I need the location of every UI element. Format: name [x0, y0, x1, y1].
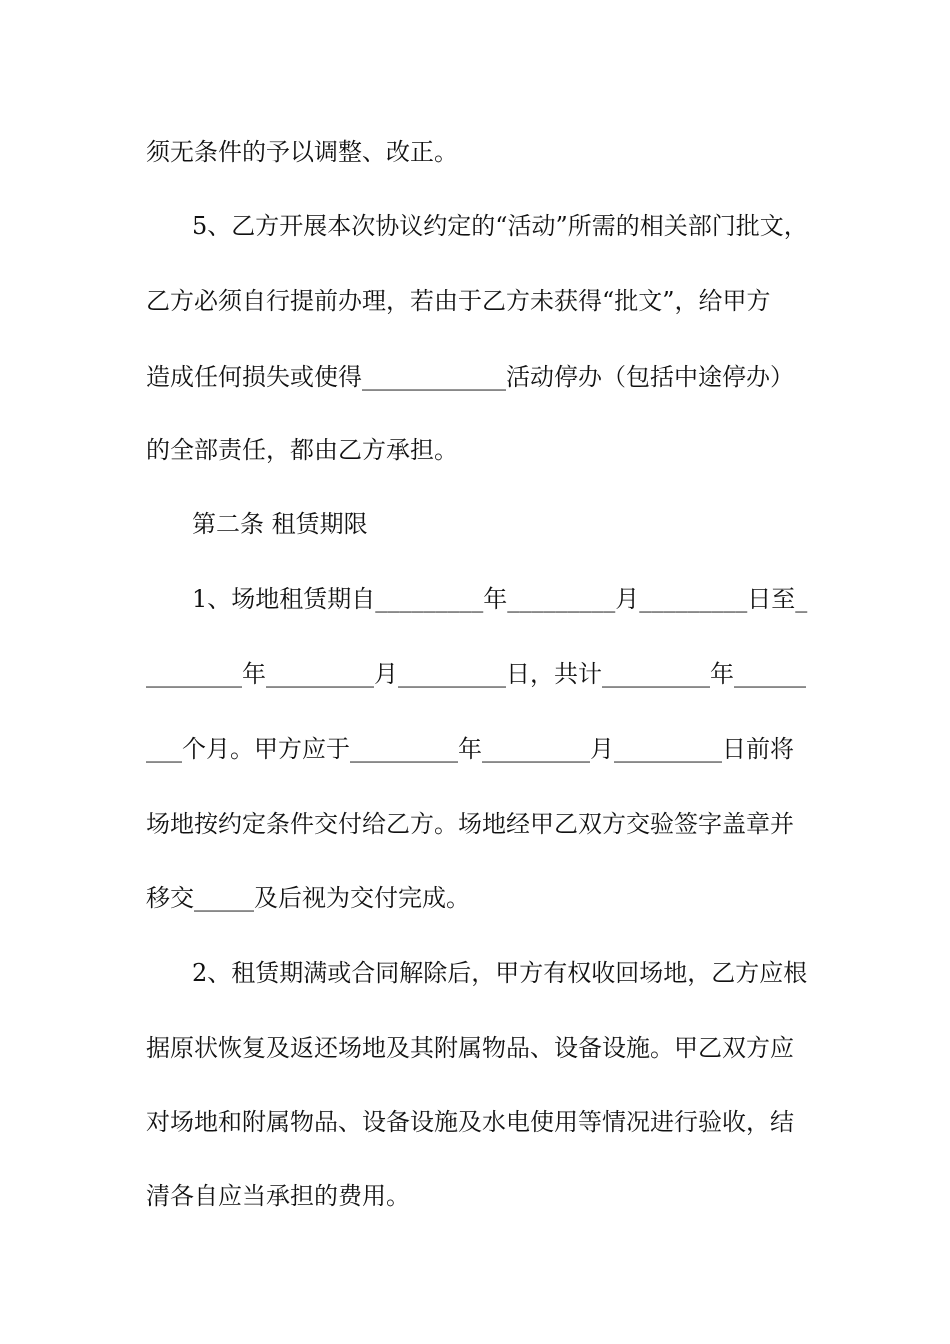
paragraph-line: 须无条件的予以调整、改正。 [146, 138, 458, 166]
paragraph-line: 5、乙方开展本次协议约定的“活动”所需的相关部门批文， [192, 212, 808, 240]
paragraph-line: 场地按约定条件交付给乙方。场地经甲乙双方交验签字盖章并 [146, 810, 794, 838]
paragraph-line: 造成任何损失或使得____________活动停办（包括中途停办） [146, 363, 794, 391]
paragraph-line: 1、场地租赁期自_________年_________月_________日至_ [192, 585, 808, 613]
paragraph-line: 对场地和附属物品、设备设施及水电使用等情况进行验收，结 [146, 1108, 794, 1136]
paragraph-line: ___个月。甲方应于_________年_________月_________日前将 [146, 735, 794, 763]
paragraph-line: 2、租赁期满或合同解除后，甲方有权收回场地，乙方应根 [192, 959, 808, 987]
paragraph-line: 乙方必须自行提前办理，若由于乙方未获得“批文”，给甲方 [146, 287, 771, 315]
paragraph-line: 清各自应当承担的费用。 [146, 1182, 410, 1210]
paragraph-line: 据原状恢复及返还场地及其附属物品、设备设施。甲乙双方应 [146, 1034, 794, 1062]
paragraph-line: ________年_________月_________日，共计_________年______ [146, 660, 806, 688]
section-heading: 第二条 租赁期限 [192, 510, 368, 538]
paragraph-line: 移交_____及后视为交付完成。 [146, 884, 470, 912]
paragraph-line: 的全部责任，都由乙方承担。 [146, 436, 458, 464]
